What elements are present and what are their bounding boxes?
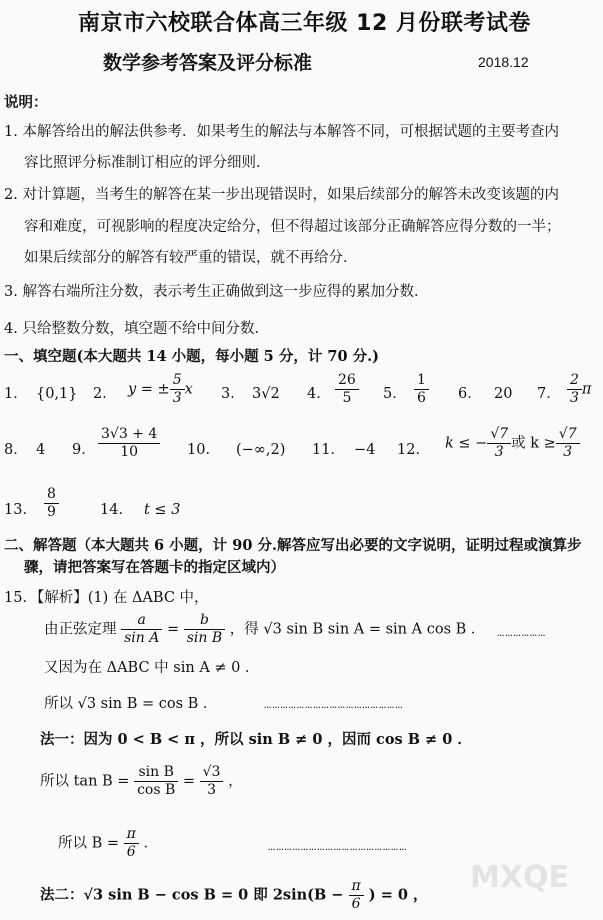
score-dots-2: ……………………………………………	[264, 698, 404, 712]
q15-line-tanB: 所以 tan B = $\frac{\text{sin B}}{\text{cos B}}$ = $\frac{√3}{3}$ ，	[40, 764, 243, 798]
q15-method-2: 法二：√3 sin B − cos B = 0 即 2sin(B − $\frac{\pi}{6}$ ) = 0 ，	[40, 878, 428, 912]
answer-12: k ≤ − $\frac{√7}{3}$ 或 k ≥ $\frac{√7}{3}$	[445, 426, 580, 461]
answer-9-number: 9．	[72, 442, 96, 458]
score-dots-1: ………………	[497, 626, 547, 640]
answer-1-number: 1．	[4, 386, 28, 402]
q15-line-cosB: 所以 √3 sin B = cos B ．	[44, 696, 218, 712]
answer-9: $\frac{3√3 + 4}{10}$	[98, 426, 160, 461]
exam-date: 2018.12	[478, 54, 529, 70]
q15-line-sine-law: 由正弦定理 $\frac{a}{\text{sin A}}$ = $\frac{b}{\text{sin B}}$ ，得 √3 sin B sin A = sin A cos B ．	[44, 612, 486, 646]
note-1-line-2: 容比照评分标准制订相应的评分细则．	[24, 155, 271, 171]
answer-7-number: 7．	[537, 386, 561, 402]
section-2-heading-line-2: 骤，请把答案写在答题卡的指定区域内）	[24, 559, 285, 576]
answer-7: $\frac{2}{3}$ π	[567, 372, 591, 407]
answer-10-number: 10．	[187, 442, 220, 458]
answer-5: $\frac{1}{6}$	[414, 372, 429, 407]
answer-8-number: 8．	[4, 442, 28, 458]
note-2-line-1: 2. 对计算题，当考生的解答在某一步出现错误时，如果后续部分的解答未改变该题的内	[4, 187, 559, 203]
watermark-logo: MXQE	[470, 860, 569, 895]
answer-5-number: 5．	[383, 386, 407, 402]
score-dots-3: ……………………………………………	[268, 840, 408, 854]
answer-10: (−∞,2)	[236, 442, 286, 458]
answer-3-number: 3．	[221, 386, 245, 402]
answer-4-number: 4．	[307, 386, 331, 402]
answer-13: $\frac{8}{9}$	[44, 486, 59, 521]
answer-11-number: 11．	[312, 442, 345, 458]
q15-heading: 15．【解析】(1) 在 ΔABC 中，	[4, 590, 209, 606]
answer-13-number: 13．	[4, 502, 37, 518]
answer-14-number: 14．	[100, 502, 133, 518]
note-1-line-1: 1. 本解答给出的解法供参考．如果考生的解法与本解答不同，可根据试题的主要考查内	[4, 124, 559, 140]
note-4: 4. 只给整数分数，填空题不给中间分数．	[4, 321, 269, 337]
notes-heading: 说明：	[4, 94, 48, 111]
answer-3: 3√2	[252, 386, 280, 402]
answer-2: y = ± $\frac{5}{3}$ x	[128, 372, 193, 406]
page-subtitle: 数学参考答案及评分标准	[103, 52, 313, 74]
q15-method-1: 法一：因为 0 < B < π ，所以 sin B ≠ 0 ，因而 cos B ≠ 0 ．	[40, 731, 472, 748]
answer-2-number: 2．	[93, 386, 117, 402]
q15-line-sinA: 又因为在 ΔABC 中 sin A ≠ 0 ．	[44, 660, 260, 676]
note-3: 3. 解答右端所注分数，表示考生正确做到这一步应得的累加分数．	[4, 284, 429, 300]
q15-line-B-value: 所以 B = $\frac{\pi}{6}$ ．	[58, 826, 158, 860]
answer-14: t ≤ 3	[144, 502, 181, 518]
note-2-line-2: 容和难度，可视影响的程度决定给分，但不得超过该部分正确解答应得分数的一半；	[24, 219, 561, 235]
section-2-heading-line-1: 二、解答题（本大题共 6 小题，计 90 分.解答应写出必要的文字说明，证明过程或演算步	[4, 537, 582, 554]
answer-12-number: 12．	[397, 442, 430, 458]
answer-6: 20	[494, 386, 513, 402]
note-2-line-3: 如果后续部分的解答有较严重的错误，就不再给分．	[24, 250, 358, 266]
page-title: 南京市六校联合体高三年级 12 月份联考试卷	[78, 11, 531, 36]
answer-4: $\frac{26}{5}$	[335, 372, 359, 407]
answer-1: {0,1}	[36, 386, 78, 402]
answer-6-number: 6．	[458, 386, 482, 402]
answer-8: 4	[36, 442, 46, 458]
answer-11: −4	[354, 442, 376, 458]
section-1-heading: 一、填空题(本大题共 14 小题，每小题 5 分，计 70 分.)	[4, 348, 380, 365]
